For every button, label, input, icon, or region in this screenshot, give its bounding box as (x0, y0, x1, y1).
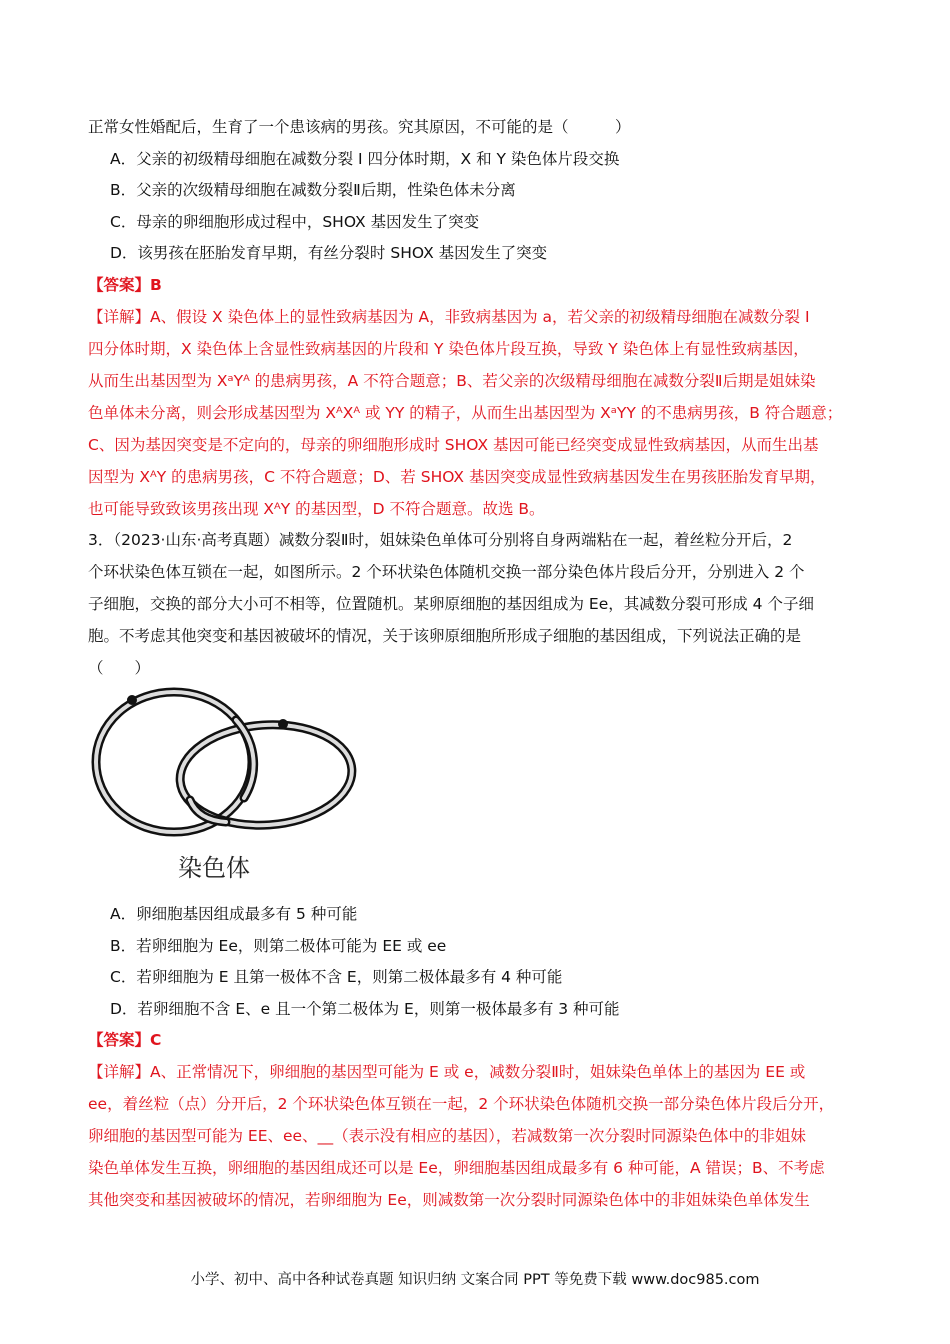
centromere-dot (278, 719, 288, 729)
q3-option-a: A．卵细胞基因组成最多有 5 种可能 (110, 905, 358, 923)
q2-explain-line: C、因为基因突变是不定向的，母亲的卵细胞形成时 SHOX 基因可能已经突变成显性致病基因，从而生出基 (88, 436, 819, 454)
q2-explain-line: 四分体时期，X 染色体上含显性致病基因的片段和 Y 染色体片段互换，导致 Y 染色体上有显性致病基因， (88, 340, 809, 358)
q2-option-a: A．父亲的初级精母细胞在减数分裂 I 四分体时期，X 和 Y 染色体片段交换 (110, 150, 620, 168)
q3-explain-line: 【详解】A、正常情况下，卵细胞的基因型可能为 E 或 e，减数分裂Ⅱ时，姐妹染色单体上的基因为 EE 或 (88, 1063, 806, 1081)
q3-answer: 【答案】C (88, 1031, 162, 1049)
q2-answer: 【答案】B (88, 276, 162, 294)
q3-explain-line: 卵细胞的基因型可能为 EE、ee、__（表示没有相应的基因），若减数第一次分裂时同源染色体中的非姐妹 (88, 1127, 806, 1145)
q3-explain-line: 染色单体发生互换，卵细胞的基因组成还可以是 Ee，卵细胞基因组成最多有 6 种可能，A 错误；B、不考虑 (88, 1159, 825, 1177)
q3-stem-line: 个环状染色体互锁在一起，如图所示。2 个环状染色体随机交换一部分染色体片段后分开，分别进入 2 个 (88, 563, 805, 581)
q2-stem-tail: 正常女性婚配后，生育了一个患该病的男孩。究其原因，不可能的是（ ） (88, 118, 631, 136)
left-ring-inner (96, 692, 252, 832)
q2-option-b: B．父亲的次级精母细胞在减数分裂Ⅱ后期，性染色体未分离 (110, 181, 516, 199)
q3-option-d: D．若卵细胞不含 E、e 且一个第二极体为 E，则第一极体最多有 3 种可能 (110, 1000, 620, 1018)
q3-explain-line: ee，着丝粒（点）分开后，2 个环状染色体互锁在一起，2 个环状染色体随机交换一部分染色体片段后分开， (88, 1095, 835, 1113)
q2-explain-line: 【详解】A、假设 X 染色体上的显性致病基因为 A，非致病基因为 a，若父亲的初级精母细胞在减数分裂 I (88, 308, 810, 326)
q3-stem-line: （ ） (88, 659, 151, 677)
q3-stem-line: 胞。不考虑其他突变和基因被破坏的情况，关于该卵原细胞所形成子细胞的基因组成，下列说法正确的是 (88, 627, 802, 645)
q3-explain-line: 其他突变和基因被破坏的情况，若卵细胞为 Ee，则减数第一次分裂时同源染色体中的非姐妹染色单体发生 (88, 1191, 810, 1209)
q3-option-b: B．若卵细胞为 Ee，则第二极体可能为 EE 或 ee (110, 937, 447, 955)
q3-stem-line: 子细胞，交换的部分大小可不相等，位置随机。某卵原细胞的基因组成为 Ee，其减数分裂可形成 4 个子细 (88, 595, 814, 613)
q2-explain-line: 色单体未分离，则会形成基因型为 XᴬXᴬ 或 YY 的精子，从而生出基因型为 XᵃYY 的不患病男孩，B 符合题意； (88, 404, 843, 422)
q2-option-d: D．该男孩在胚胎发育早期，有丝分裂时 SHOX 基因发生了突变 (110, 244, 548, 262)
q2-explain-line: 因型为 XᴬY 的患病男孩，C 不符合题意；D、若 SHOX 基因突变成显性致病基因发生在男孩胚胎发育早期， (88, 468, 826, 486)
q2-explain-line: 从而生出基因型为 XᵃYᴬ 的患病男孩，A 不符合题意；B、若父亲的次级精母细胞在减数分裂Ⅱ后期是姐妹染 (88, 372, 816, 390)
page-footer: 小学、初中、高中各种试卷真题 知识归纳 文案合同 PPT 等免费下载 www.doc985.com (190, 1272, 760, 1288)
figure-caption: 染色体 (178, 854, 250, 882)
q2-option-c: C．母亲的卵细胞形成过程中，SHOX 基因发生了突变 (110, 213, 480, 231)
q2-explain-line: 也可能导致致该男孩出现 XᴬY 的基因型，D 不符合题意。故选 B。 (88, 500, 545, 518)
centromere-dot (127, 695, 137, 705)
q3-stem-line: 3．（2023·山东·高考真题）减数分裂Ⅱ时，姐妹染色单体可分别将自身两端粘在一起，着丝粒分开后，2 (88, 531, 793, 549)
q3-option-c: C．若卵细胞为 E 且第一极体不含 E，则第二极体最多有 4 种可能 (110, 968, 563, 986)
